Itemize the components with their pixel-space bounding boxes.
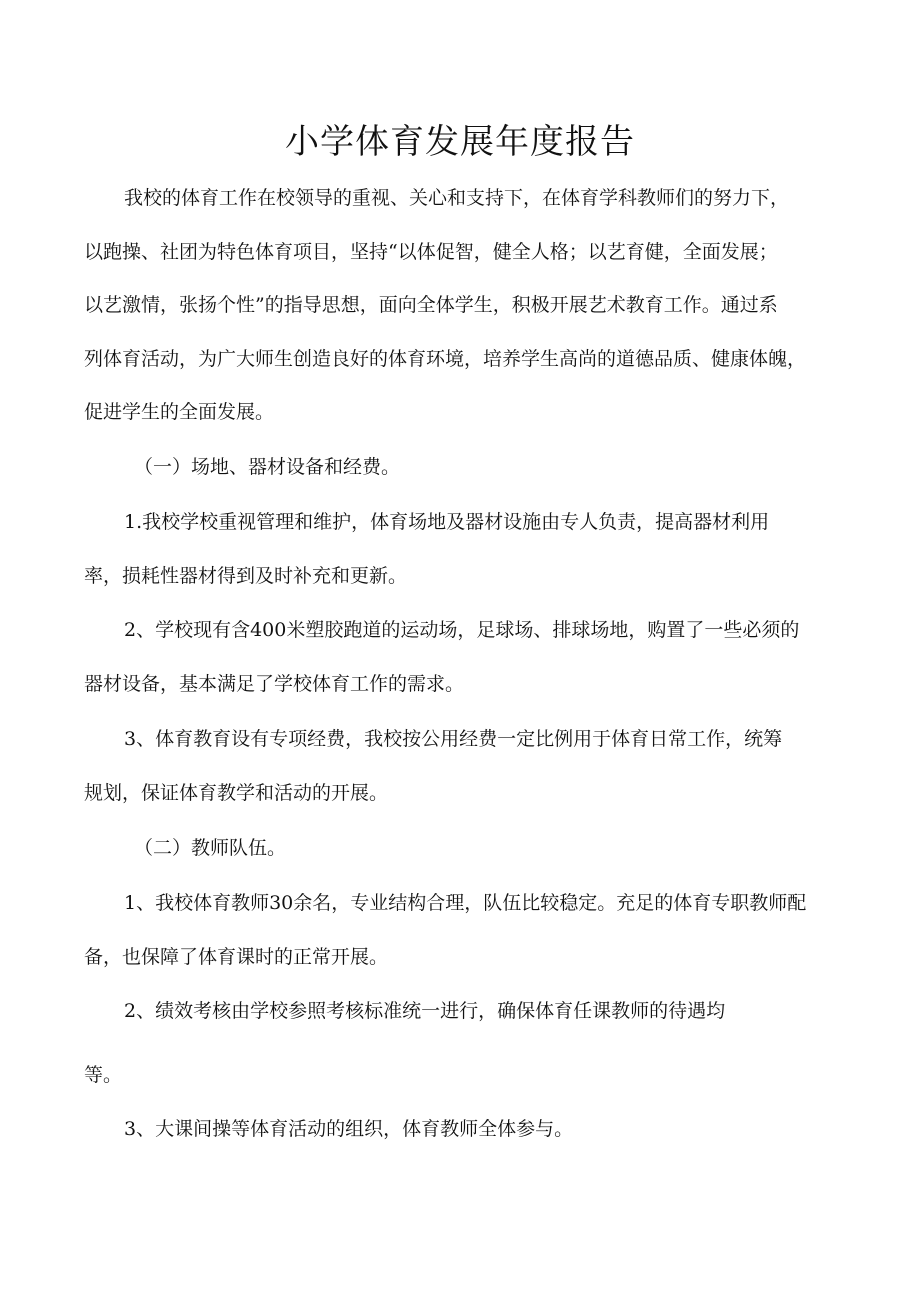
- paragraph-1-line-5: 促进学生的全面发展。: [84, 401, 275, 423]
- paragraph-item-2-line-2: 器材设备，基本满足了学校体育工作的需求。: [84, 673, 465, 695]
- paragraph-item-1-line-2: 率，损耗性器材得到及时补充和更新。: [84, 565, 408, 587]
- paragraph-1-line-1: 我校的体育工作在校领导的重视、关心和支持下，在体育学科教师们的努力下，: [124, 187, 790, 209]
- paragraph-1-line-2: 以跑操、社团为特色体育项目，坚持“以体促智，健全人格；以艺育健，全面发展；: [84, 241, 778, 263]
- paragraph-item-4-line-2: 备，也保障了体育课时的正常开展。: [84, 946, 389, 968]
- paragraph-item-6-line-1: 3、大课间操等体育活动的组织，体育教师全体参与。: [124, 1118, 574, 1140]
- paragraph-item-5-line-2: 等。: [84, 1064, 123, 1086]
- paragraph-item-3-line-2: 规划，保证体育教学和活动的开展。: [84, 782, 389, 804]
- paragraph-1-line-3: 以艺激情，张扬个性”的指导思想，面向全体学生，积极开展艺术教育工作。通过系: [84, 294, 778, 316]
- paragraph-item-2-line-1: 2、学校现有含400米塑胶跑道的运动场，足球场、排球场地，购置了一些必须的: [124, 619, 800, 641]
- paragraph-item-4-line-1: 1、我校体育教师30余名，专业结构合理，队伍比较稳定。充足的体育专职教师配: [124, 892, 807, 914]
- paragraph-item-5-line-1: 2、绩效考核由学校参照考核标准统一进行，确保体育任课教师的待遇均: [124, 1000, 726, 1022]
- paragraph-item-3-line-1: 3、体育教育设有专项经费，我校按公用经费一定比例用于体育日常工作，统筹: [124, 728, 783, 750]
- paragraph-1-line-4: 列体育活动，为广大师生创造良好的体育环境，培养学生高尚的道德品质、健康体魄，: [84, 348, 807, 370]
- section-heading-1: （一）场地、器材设备和经费。: [134, 456, 401, 478]
- document-title: 小学体育发展年度报告: [285, 122, 635, 162]
- paragraph-item-1-line-1: 1.我校学校重视管理和维护，体育场地及器材设施由专人负责，提高器材利用: [124, 511, 770, 533]
- section-heading-2: （二）教师队伍。: [134, 837, 287, 859]
